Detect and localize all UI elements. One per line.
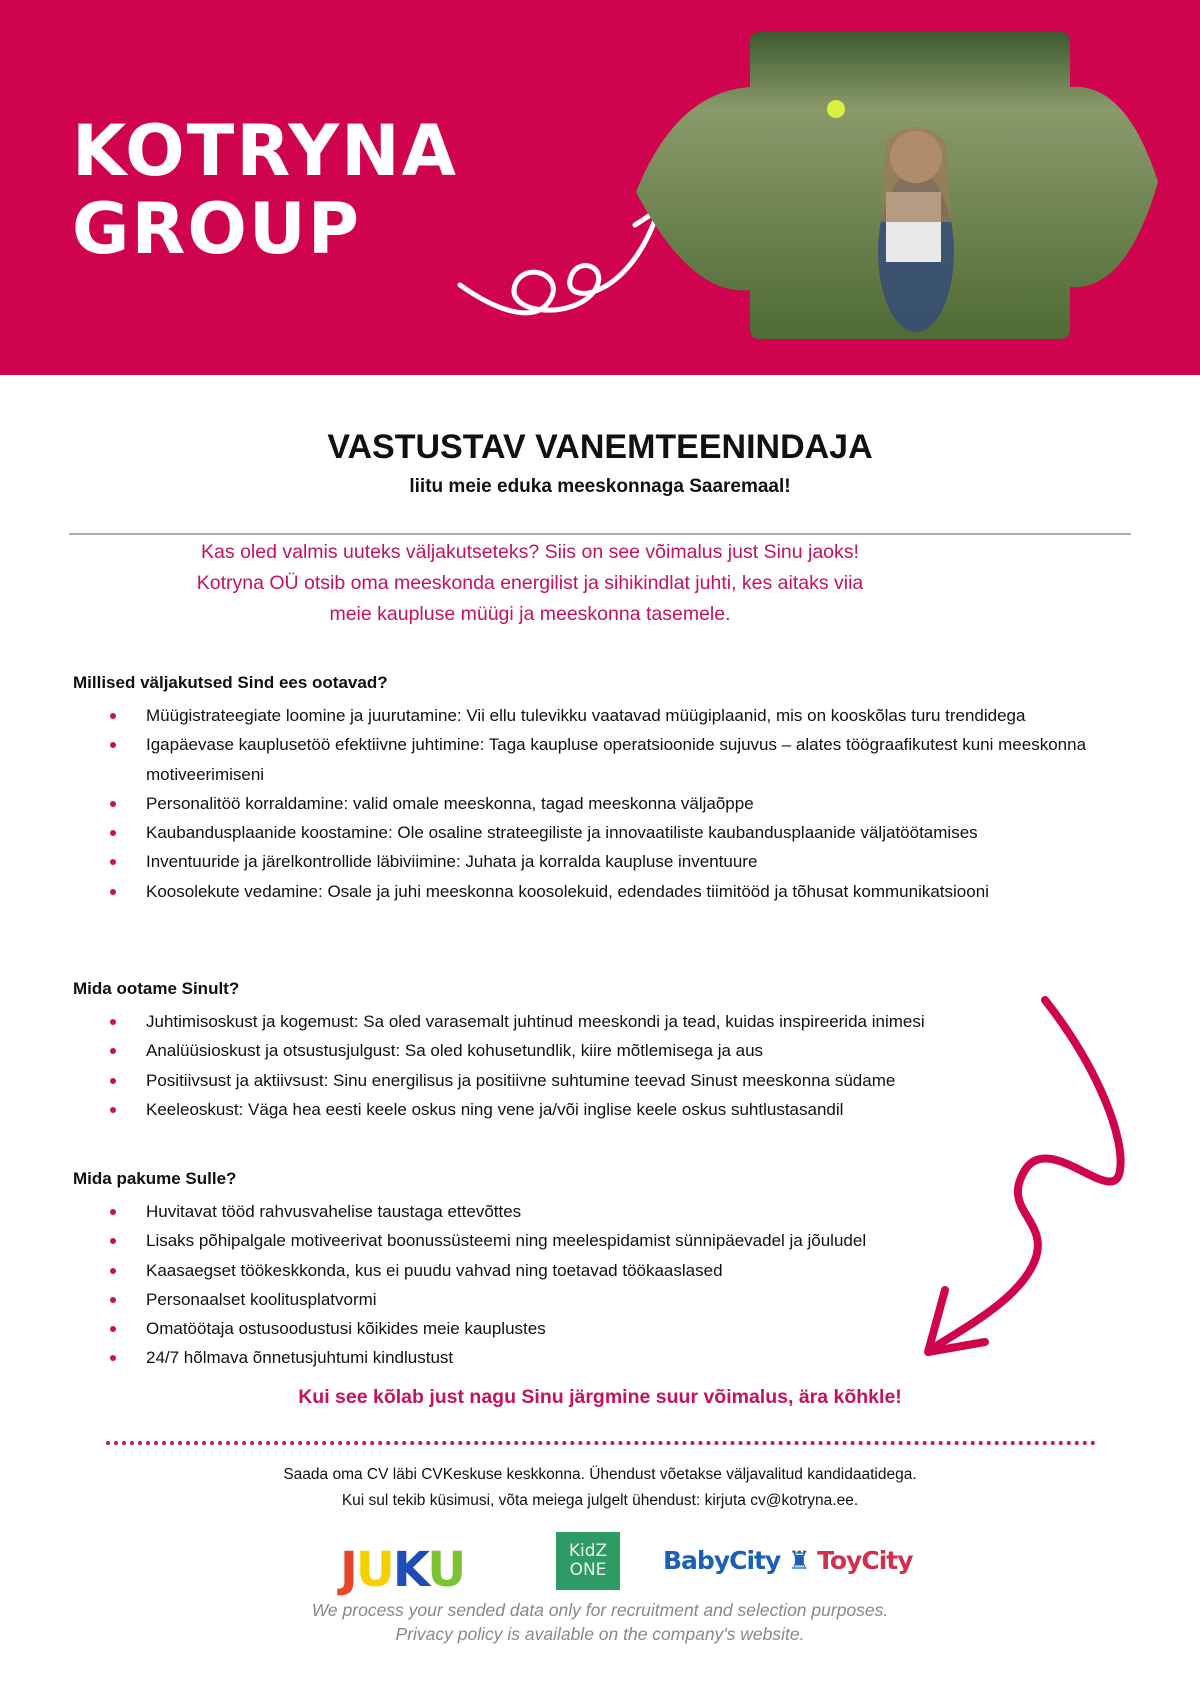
section-heading: Mida pakume Sulle?	[73, 1169, 237, 1188]
list-item: Keeleoskust: Väga hea eesti keele oskus ning vene ja/või inglise keele oskus suhtlustasandil	[73, 1095, 1153, 1124]
kidzone-text: KidZ	[568, 1541, 608, 1561]
list-item: Igapäevase kauplusetöö efektiivne juhtimine: Taga kaupluse operatsioonide sujuvus – alates töögraafikutest kuni meeskonna motiveerimiseni	[73, 730, 1153, 789]
list-item: Koosolekute vedamine: Osale ja juhi meeskonna koosolekuid, edendades tiimitööd ja tõhusat kommunikatsiooni	[73, 877, 1153, 906]
kidzone-text: ONE	[569, 1560, 607, 1580]
intro-line: meie kaupluse müügi ja meeskonna tasemele.	[329, 603, 731, 625]
logo-line-1: KOTRYNA	[72, 110, 458, 192]
list-item: Omatöötaja ostusoodustusi kõikides meie kauplustes	[73, 1314, 1153, 1343]
juku-letter: J	[340, 1542, 356, 1598]
decorative-arrow-icon	[900, 990, 1140, 1370]
list-item: Personaalset koolitusplatvormi	[73, 1285, 1153, 1314]
partner-logos	[0, 1532, 1200, 1602]
job-title: VASTUSTAV VANEMTEENINDAJA	[327, 428, 873, 466]
kidzone-logo	[556, 1532, 620, 1590]
list-item: Kaubandusplaanide koostamine: Ole osaline strateegiliste ja innovaatiliste kaubandusplaanide väljatöötamises	[73, 818, 1153, 847]
footer-line: Saada oma CV läbi CVKeskuse keskkonna. Ühendust võetakse väljavalitud kandidaatidega.	[283, 1466, 917, 1483]
child-blowing-bubbles-photo	[636, 32, 1160, 339]
juku-letter: K	[392, 1542, 428, 1598]
section-heading: Millised väljakutsed Sind ees ootavad?	[73, 673, 388, 692]
call-to-action: Kui see kõlab just nagu Sinu järgmine suur võimalus, ära kõhkle!	[298, 1386, 902, 1408]
juku-logo	[340, 1542, 464, 1598]
intro-text	[100, 537, 960, 630]
list-item: Analüüsioskust ja otsustusjulgust: Sa oled kohusetundlik, kiire mõtlemisega ja aus	[73, 1036, 1153, 1065]
list-item: Huvitavat tööd rahvusvahelise taustaga ettevõttes	[73, 1197, 1153, 1226]
list-item: Positiivsust ja aktiivsust: Sinu energilisus ja positiivne suhtumine teevad Sinust meeskonna südame	[73, 1066, 1153, 1095]
logo-line-2: GROUP	[72, 188, 362, 270]
privacy-notice	[0, 1598, 1200, 1646]
section-challenges	[73, 673, 1153, 906]
contact-info	[0, 1462, 1200, 1514]
list-item: Lisaks põhipalgale motiveerivat boonussüsteemi ning meelespidamist sünnipäevadel ja jõuludel	[73, 1226, 1153, 1255]
babycity-text: BabyCity	[663, 1546, 781, 1575]
juku-letter: U	[427, 1542, 465, 1598]
list-item: Inventuuride ja järelkontrollide läbiviimine: Juhata ja korralda kaupluse inventuure	[73, 847, 1153, 876]
footer-line: Kui sul tekib küsimusi, võta meiega julgelt ühendust: kirjuta cv@kotryna.ee.	[341, 1492, 859, 1509]
divider	[69, 533, 1131, 535]
list-item: Personalitöö korraldamine: valid omale meeskonna, tagad meeskonna väljaõppe	[73, 789, 1153, 818]
toycity-text: ToyCity	[817, 1546, 913, 1575]
list-item: Müügistrateegiate loomine ja juurutamine: Vii ellu tulevikku vaatavad müügiplaanid, mis on kooskõlas turu trendidega	[73, 701, 1153, 730]
list-item: Juhtimisoskust ja kogemust: Sa oled varasemalt juhtinud meeskondi ja tead, kuidas inspireerida inimesi	[73, 1007, 1153, 1036]
section-heading: Mida ootame Sinult?	[73, 979, 240, 998]
list-item: 24/7 hõlmava õnnetusjuhtumi kindlustust	[73, 1343, 1153, 1372]
list-item: Kaasaegset töökeskkonda, kus ei puudu vahvad ning toetavad töökaaslased	[73, 1256, 1153, 1285]
intro-line: Kotryna OÜ otsib oma meeskonda energilist ja sihikindlat juhti, kes aitaks viia	[196, 572, 864, 594]
castle-icon: ♜	[788, 1546, 810, 1575]
header-banner	[0, 0, 1200, 375]
kotryna-group-logo	[72, 112, 458, 268]
juku-letter: U	[355, 1542, 393, 1598]
babycity-toycity-logo	[663, 1546, 913, 1575]
intro-line: Kas oled valmis uuteks väljakutseteks? Siis on see võimalus just Sinu jaoks!	[201, 541, 859, 563]
privacy-line: We process your sended data only for recruitment and selection purposes.	[311, 1600, 889, 1620]
job-subtitle: liitu meie eduka meeskonnaga Saaremaal!	[409, 476, 791, 497]
privacy-line: Privacy policy is available on the company's website.	[395, 1624, 805, 1644]
dotted-divider	[106, 1441, 1096, 1445]
